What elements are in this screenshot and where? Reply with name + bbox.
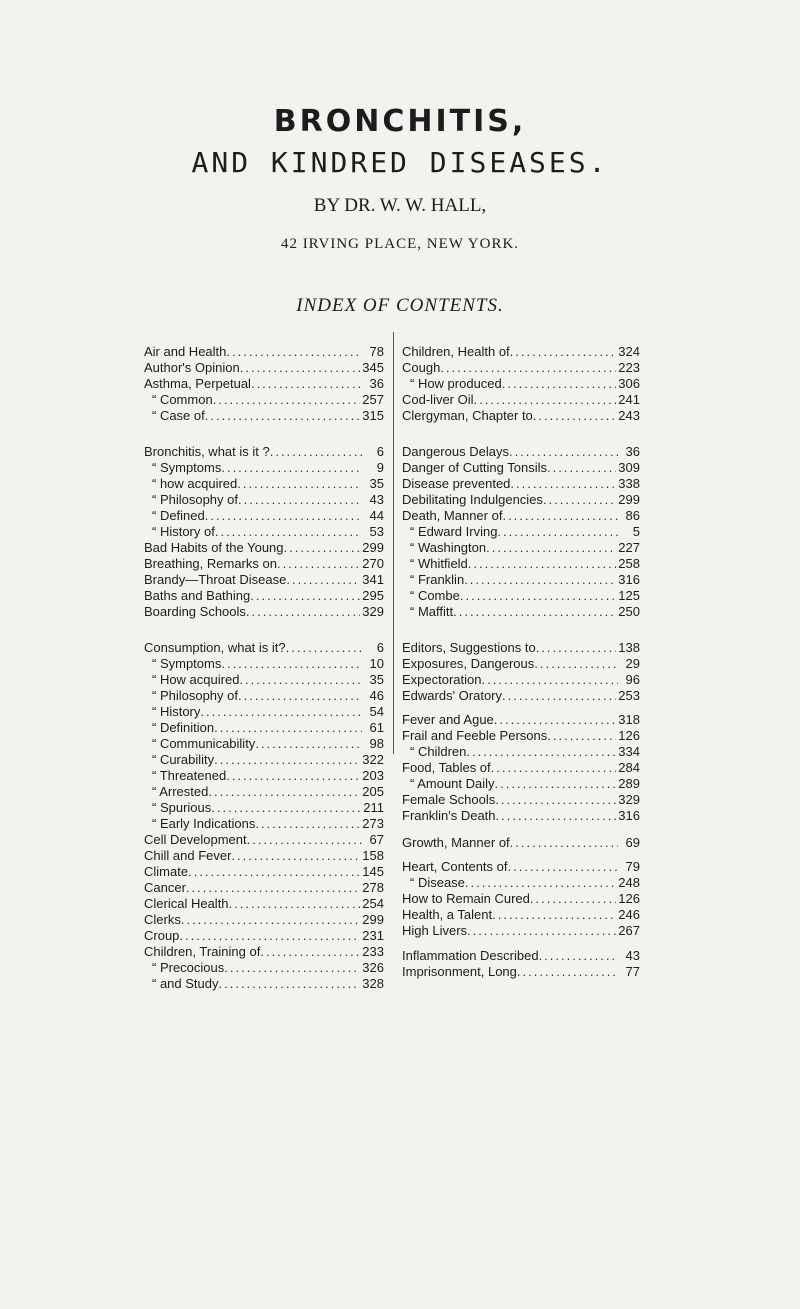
index-entry <box>402 656 640 672</box>
index-entry <box>402 556 640 572</box>
index-entry-label: “ Whitfield <box>410 556 468 571</box>
index-entry <box>402 672 640 688</box>
index-entry-label: “ History <box>152 704 201 719</box>
index-entry-page: 36 <box>625 444 640 459</box>
index-entry <box>402 588 640 604</box>
index-entry-page: 227 <box>618 540 640 555</box>
index-entry-label: High Livers <box>402 923 468 938</box>
index-entry-page: 316 <box>618 808 640 823</box>
dot-leader <box>226 344 362 360</box>
index-entry-label: Author's Opinion <box>144 360 240 375</box>
index-entry <box>144 800 384 816</box>
index-entry-page: 6 <box>376 640 384 655</box>
index-entry <box>402 792 640 808</box>
index-entry-page: 203 <box>362 768 384 783</box>
dot-leader <box>497 524 618 540</box>
index-entry <box>402 744 640 760</box>
index-entry <box>144 928 384 944</box>
index-entry-label: Fever and Ague <box>402 712 494 727</box>
index-entry-page: 253 <box>618 688 640 703</box>
dot-leader <box>255 816 360 832</box>
index-entry-page: 254 <box>362 896 384 911</box>
book-title: BRONCHITIS, <box>273 104 527 139</box>
index-entry-page: 334 <box>618 744 640 759</box>
index-entry <box>144 444 384 460</box>
index-entry-label: Asthma, Perpetual <box>144 376 251 391</box>
index-entry-page: 295 <box>362 588 384 603</box>
index-entry-label: Female Schools <box>402 792 496 807</box>
dot-leader <box>510 476 616 492</box>
index-entry-label: “ Threatened <box>152 768 227 783</box>
index-entry-page: 299 <box>618 492 640 507</box>
index-entry-label: Clerks <box>144 912 181 927</box>
index-entry-label: Food, Tables of <box>402 760 491 775</box>
index-entry-label: Children, Health of <box>402 344 510 359</box>
index-entry <box>144 720 384 736</box>
dot-leader <box>247 832 362 848</box>
index-entry <box>144 752 384 768</box>
index-entry <box>402 907 640 923</box>
dot-leader <box>186 880 360 896</box>
index-entry <box>144 832 384 848</box>
index-entry-label: “ Defined <box>152 508 205 523</box>
index-entry <box>144 640 384 656</box>
index-entry <box>402 964 640 980</box>
index-entry-page: 35 <box>369 672 384 687</box>
index-entry-page: 270 <box>362 556 384 571</box>
dot-leader <box>453 604 616 620</box>
index-entry-label: “ Disease <box>410 875 465 890</box>
index-entry-page: 145 <box>362 864 384 879</box>
index-entry <box>402 344 640 360</box>
index-entry <box>144 976 384 992</box>
index-entry <box>402 712 640 728</box>
index-entry <box>144 376 384 392</box>
index-entry-page: 53 <box>369 524 384 539</box>
dot-leader <box>211 800 361 816</box>
index-entry-page: 273 <box>362 816 384 831</box>
index-entry-page: 306 <box>618 376 640 391</box>
index-entry <box>144 880 384 896</box>
dot-leader <box>213 392 361 408</box>
index-entry-page: 46 <box>369 688 384 703</box>
dot-leader <box>491 760 617 776</box>
index-entry-label: Cod-liver Oil <box>402 392 474 407</box>
index-entry-label: Bad Habits of the Young <box>144 540 284 555</box>
index-entry <box>402 444 640 460</box>
index-entry-page: 299 <box>362 540 384 555</box>
index-entry-page: 126 <box>618 728 640 743</box>
index-entry-label: Expectoration <box>402 672 482 687</box>
index-entry <box>402 875 640 891</box>
index-entry-label: Growth, Manner of <box>402 835 510 850</box>
index-entry <box>402 392 640 408</box>
index-entry <box>144 896 384 912</box>
index-entry-label: Brandy—Throat Disease <box>144 572 287 587</box>
book-author: BY DR. W. W. HALL, <box>313 195 487 216</box>
index-entry <box>402 688 640 704</box>
index-entry-page: 324 <box>618 344 640 359</box>
index-entry-page: 322 <box>362 752 384 767</box>
index-entry-label: “ History of <box>152 524 215 539</box>
index-entry <box>402 540 640 556</box>
index-entry-label: Air and Health <box>144 344 227 359</box>
dot-leader <box>226 768 360 784</box>
dot-leader <box>231 848 360 864</box>
index-entry-label: Dangerous Delays <box>402 444 509 459</box>
index-entry-label: “ Case of <box>152 408 205 423</box>
index-entry-page: 345 <box>362 360 384 375</box>
dot-leader <box>440 360 616 376</box>
index-entry <box>144 864 384 880</box>
dot-leader <box>495 776 617 792</box>
dot-leader <box>286 572 360 588</box>
dot-leader <box>530 891 616 907</box>
index-entry-page: 329 <box>362 604 384 619</box>
index-entry-label: “ and Study <box>152 976 219 991</box>
index-entry-page: 43 <box>369 492 384 507</box>
index-entry-label: Croup <box>144 928 180 943</box>
index-entry <box>144 960 384 976</box>
index-entry-page: 243 <box>618 408 640 423</box>
index-entry-label: “ Precocious <box>152 960 225 975</box>
dot-leader <box>509 444 618 460</box>
index-entry-label: “ Curability <box>152 752 215 767</box>
index-entry-page: 338 <box>618 476 640 491</box>
index-entry <box>144 784 384 800</box>
index-entry-page: 86 <box>625 508 640 523</box>
index-entry-label: Cell Development <box>144 832 247 847</box>
index-entry <box>402 476 640 492</box>
dot-leader <box>502 508 618 524</box>
index-entry <box>144 768 384 784</box>
index-entry-label: “ How acquired <box>152 672 240 687</box>
index-entry-page: 250 <box>618 604 640 619</box>
dot-leader <box>188 864 360 880</box>
index-entry-page: 309 <box>618 460 640 475</box>
index-entry <box>402 760 640 776</box>
index-entry-label: Editors, Suggestions to <box>402 640 536 655</box>
index-entry-label: Clergyman, Chapter to <box>402 408 533 423</box>
dot-leader <box>468 556 617 572</box>
index-entry-label: Edwards' Oratory <box>402 688 503 703</box>
index-entry-label: Consumption, what is it? <box>144 640 286 655</box>
dot-leader <box>543 492 616 508</box>
index-entry-page: 96 <box>625 672 640 687</box>
dot-leader <box>508 859 619 875</box>
dot-leader <box>214 720 362 736</box>
index-entry-page: 299 <box>362 912 384 927</box>
index-entry <box>402 460 640 476</box>
dot-leader <box>284 540 361 556</box>
index-entry-page: 79 <box>625 859 640 874</box>
index-entry-page: 54 <box>369 704 384 719</box>
index-entry-label: Boarding Schools <box>144 604 246 619</box>
index-entry <box>402 376 640 392</box>
book-address: 42 IRVING PLACE, NEW YORK. <box>280 236 520 252</box>
index-entry-label: Bronchitis, what is it ? <box>144 444 270 459</box>
dot-leader <box>536 640 617 656</box>
dot-leader <box>494 712 617 728</box>
dot-leader <box>510 344 617 360</box>
index-heading: INDEX OF CONTENTS. <box>296 295 504 316</box>
dot-leader <box>510 835 618 851</box>
dot-leader <box>460 588 616 604</box>
index-entry-label: “ Amount Daily <box>410 776 495 791</box>
dot-leader <box>270 444 362 460</box>
dot-leader <box>464 572 616 588</box>
index-entry <box>144 848 384 864</box>
dot-leader <box>221 656 362 672</box>
index-entry-page: 61 <box>369 720 384 735</box>
index-entry-label: Cancer <box>144 880 186 895</box>
column-divider <box>393 332 394 754</box>
index-entry <box>144 912 384 928</box>
index-entry <box>144 540 384 556</box>
index-entry <box>144 492 384 508</box>
index-entry-label: “ Philosophy of <box>152 492 238 507</box>
dot-leader <box>200 704 362 720</box>
dot-leader <box>179 928 360 944</box>
dot-leader <box>205 408 361 424</box>
index-entry-label: Exposures, Dangerous <box>402 656 535 671</box>
dot-leader <box>474 392 617 408</box>
index-entry-label: “ Symptoms <box>152 460 222 475</box>
index-entry <box>402 508 640 524</box>
dot-leader <box>239 672 362 688</box>
index-entry-label: “ Combe <box>410 588 460 603</box>
dot-leader <box>517 964 618 980</box>
dot-leader <box>482 672 619 688</box>
index-entry-label: “ Symptoms <box>152 656 222 671</box>
index-entry-label: “ how acquired <box>152 476 238 491</box>
index-entry-label: “ Washington <box>410 540 487 555</box>
index-entry <box>144 408 384 424</box>
book-subtitle: AND KINDRED DISEASES. <box>191 146 609 179</box>
index-entry-page: 6 <box>376 444 384 459</box>
index-entry-label: Frail and Feeble Persons <box>402 728 548 743</box>
index-entry <box>402 408 640 424</box>
dot-leader <box>547 728 616 744</box>
index-entry-page: 289 <box>618 776 640 791</box>
dot-leader <box>205 508 362 524</box>
dot-leader <box>224 960 360 976</box>
index-entry <box>402 835 640 851</box>
index-entry-label: Death, Manner of <box>402 508 503 523</box>
index-entry-page: 278 <box>362 880 384 895</box>
index-entry <box>402 859 640 875</box>
dot-leader <box>496 808 617 824</box>
index-entry <box>144 392 384 408</box>
index-entry <box>402 524 640 540</box>
index-entry-page: 233 <box>362 944 384 959</box>
dot-leader <box>502 688 616 704</box>
index-entry-page: 257 <box>362 392 384 407</box>
index-entry-label: “ Early Indications <box>152 816 256 831</box>
index-entry-label: “ Spurious <box>152 800 212 815</box>
index-entry-page: 258 <box>618 556 640 571</box>
index-entry-label: “ Philosophy of <box>152 688 238 703</box>
index-entry-page: 125 <box>618 588 640 603</box>
index-entry <box>144 688 384 704</box>
index-entry-page: 341 <box>362 572 384 587</box>
index-entry-label: Disease prevented <box>402 476 511 491</box>
index-entry-page: 43 <box>625 948 640 963</box>
dot-leader <box>539 948 618 964</box>
dot-leader <box>215 524 362 540</box>
dot-leader <box>486 540 616 556</box>
index-entry <box>144 604 384 620</box>
dot-leader <box>229 896 361 912</box>
index-entry <box>144 508 384 524</box>
dot-leader <box>208 784 360 800</box>
index-entry-label: Chill and Fever <box>144 848 232 863</box>
index-entry-label: Climate <box>144 864 189 879</box>
index-entry-label: “ Maffitt <box>410 604 454 619</box>
index-entry-label: “ Edward Irving <box>410 524 498 539</box>
index-entry <box>402 360 640 376</box>
index-entry-label: Heart, Contents of <box>402 859 508 874</box>
index-entry-label: “ Communicability <box>152 736 256 751</box>
index-entry <box>144 460 384 476</box>
index-entry <box>402 640 640 656</box>
dot-leader <box>260 944 360 960</box>
index-entry-page: 10 <box>369 656 384 671</box>
dot-leader <box>237 476 362 492</box>
index-entry <box>144 672 384 688</box>
dot-leader <box>502 376 617 392</box>
dot-leader <box>221 460 362 476</box>
index-entry-page: 241 <box>618 392 640 407</box>
index-entry-page: 316 <box>618 572 640 587</box>
dot-leader <box>219 976 361 992</box>
index-entry <box>402 728 640 744</box>
index-entry <box>144 944 384 960</box>
index-entry-label: Cough <box>402 360 441 375</box>
index-entry <box>402 891 640 907</box>
index-entry-page: 246 <box>618 907 640 922</box>
index-entry-page: 67 <box>369 832 384 847</box>
index-entry-label: Debilitating Indulgencies <box>402 492 543 507</box>
dot-leader <box>492 907 616 923</box>
index-entry-page: 284 <box>618 760 640 775</box>
index-entry-page: 267 <box>618 923 640 938</box>
dot-leader <box>465 875 616 891</box>
index-entry-label: “ Franklin <box>410 572 465 587</box>
index-entry <box>144 476 384 492</box>
index-entry-page: 78 <box>369 344 384 359</box>
index-entry <box>402 492 640 508</box>
index-entry <box>144 556 384 572</box>
index-entry-label: Breathing, Remarks on <box>144 556 277 571</box>
index-entry <box>144 588 384 604</box>
dot-leader <box>238 688 362 704</box>
index-entry <box>144 704 384 720</box>
index-entry-page: 248 <box>618 875 640 890</box>
dot-leader <box>466 744 616 760</box>
index-entry <box>402 572 640 588</box>
index-entry-page: 9 <box>376 460 384 475</box>
index-entry <box>402 948 640 964</box>
dot-leader <box>240 360 361 376</box>
dot-leader <box>467 923 616 939</box>
dot-leader <box>533 408 617 424</box>
dot-leader <box>277 556 360 572</box>
index-entry-page: 205 <box>362 784 384 799</box>
dot-leader <box>246 604 360 620</box>
index-entry <box>144 572 384 588</box>
index-entry <box>402 923 640 939</box>
index-entry-page: 318 <box>618 712 640 727</box>
dot-leader <box>286 640 362 656</box>
index-entry-label: Clerical Health <box>144 896 229 911</box>
index-entry-label: Children, Training of <box>144 944 261 959</box>
dot-leader <box>238 492 362 508</box>
index-entry-label: How to Remain Cured <box>402 891 530 906</box>
index-entry-page: 36 <box>369 376 384 391</box>
index-entry <box>144 344 384 360</box>
index-entry-page: 35 <box>369 476 384 491</box>
index-entry <box>144 360 384 376</box>
index-entry-page: 44 <box>369 508 384 523</box>
index-entry-page: 29 <box>625 656 640 671</box>
index-entry-label: “ Common <box>152 392 213 407</box>
index-entry-label: Health, a Talent <box>402 907 493 922</box>
dot-leader <box>495 792 616 808</box>
index-entry-page: 158 <box>362 848 384 863</box>
index-entry-page: 326 <box>362 960 384 975</box>
index-entry-page: 5 <box>632 524 640 539</box>
dot-leader <box>181 912 360 928</box>
index-entry <box>144 736 384 752</box>
index-entry-page: 77 <box>625 964 640 979</box>
index-entry-page: 126 <box>618 891 640 906</box>
index-entry-page: 69 <box>625 835 640 850</box>
index-entry <box>402 776 640 792</box>
index-entry-page: 98 <box>369 736 384 751</box>
index-entry-label: Danger of Cutting Tonsils <box>402 460 548 475</box>
dot-leader <box>251 376 362 392</box>
index-entry <box>402 808 640 824</box>
dot-leader <box>214 752 360 768</box>
index-entry-label: “ Children <box>410 744 467 759</box>
index-entry-label: “ How produced <box>410 376 502 391</box>
index-entry-label: Inflammation Described <box>402 948 539 963</box>
index-entry-page: 138 <box>618 640 640 655</box>
index-entry <box>144 524 384 540</box>
dot-leader <box>255 736 362 752</box>
index-entry-page: 211 <box>363 800 384 815</box>
index-entry <box>402 604 640 620</box>
index-entry-page: 223 <box>618 360 640 375</box>
index-entry-label: “ Arrested <box>152 784 209 799</box>
index-entry-label: Imprisonment, Long <box>402 964 517 979</box>
index-entry-page: 231 <box>362 928 384 943</box>
index-entry-page: 329 <box>618 792 640 807</box>
index-entry-page: 328 <box>362 976 384 991</box>
index-entry-label: “ Definition <box>152 720 215 735</box>
index-entry <box>144 656 384 672</box>
index-entry-page: 315 <box>362 408 384 423</box>
dot-leader <box>547 460 616 476</box>
dot-leader <box>250 588 360 604</box>
index-entry-label: Franklin's Death <box>402 808 496 823</box>
index-entry <box>144 816 384 832</box>
index-entry-label: Baths and Bathing <box>144 588 251 603</box>
dot-leader <box>534 656 618 672</box>
